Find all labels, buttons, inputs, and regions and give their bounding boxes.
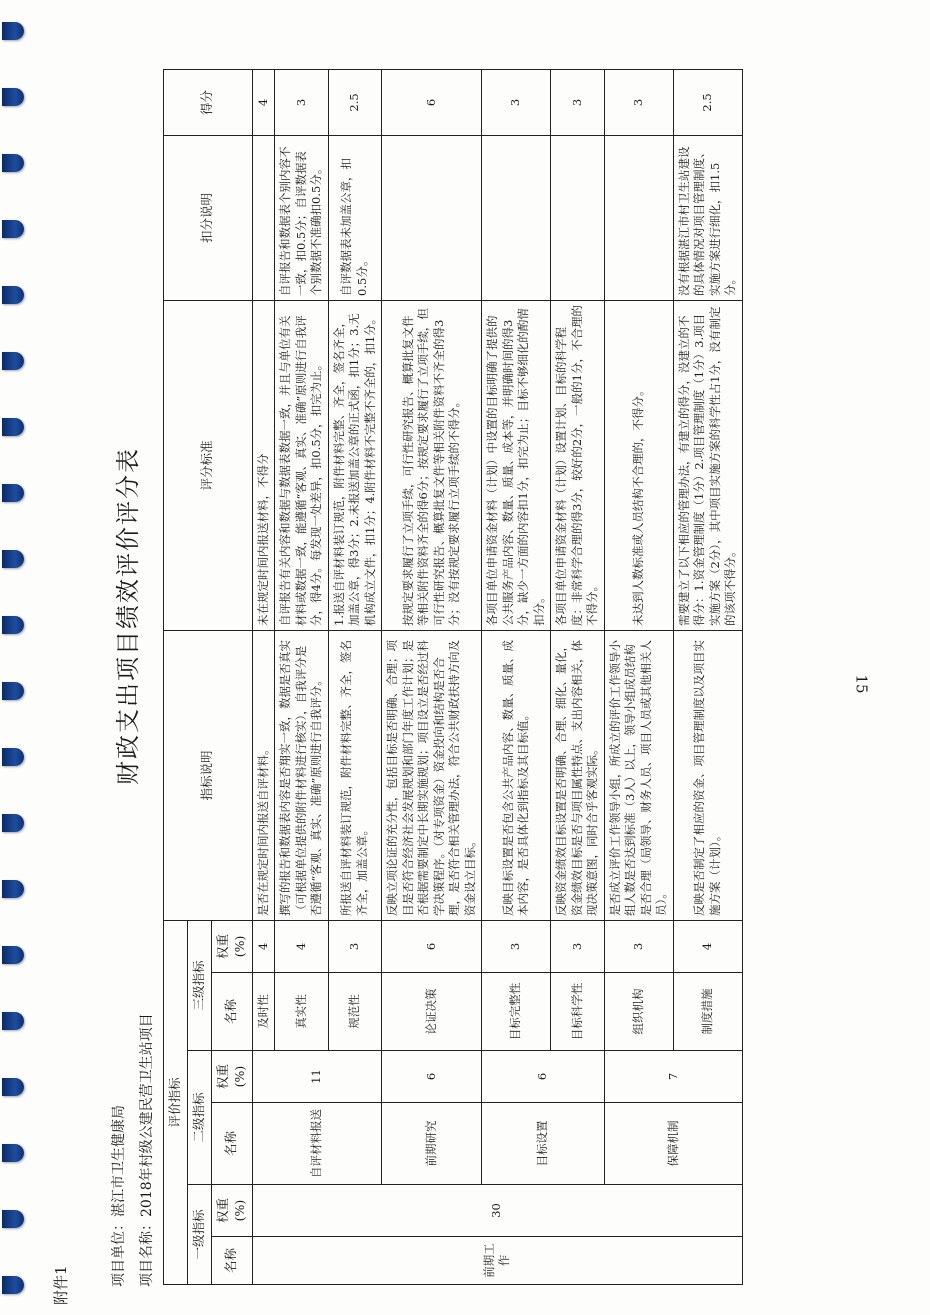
score: 3 bbox=[604, 69, 673, 135]
indicator-desc: 反映是否制定了相应的资金、项目管理制度以及项目实施方案（计划）。 bbox=[673, 630, 742, 920]
header-l3-weight: 权重(%) bbox=[211, 920, 252, 972]
level2-weight: 7 bbox=[604, 1051, 742, 1103]
table-row bbox=[604, 69, 673, 1284]
table-row bbox=[382, 69, 482, 1284]
criteria: 各项目单位申请资金材料（计划）设置计划、目标的科学程度：非常科学合理的得3分，较好的2分，一般的1分，不合理的不得分。 bbox=[551, 300, 605, 630]
header-eval-index: 评价指标 bbox=[164, 920, 188, 1284]
level3-name: 真实性 bbox=[275, 973, 329, 1051]
level3-weight: 3 bbox=[328, 920, 382, 972]
deduction bbox=[382, 135, 482, 300]
project-unit: 项目单位：湛江市卫生健康局 bbox=[111, 1105, 127, 1287]
header-l2-name: 名称 bbox=[211, 1103, 252, 1185]
deduction bbox=[482, 135, 551, 300]
level2-weight: 11 bbox=[252, 1051, 382, 1103]
deduction: 自评数据表未加盖公章，扣0.5分。 bbox=[328, 135, 382, 300]
header-level3: 三级指标 bbox=[187, 920, 211, 1050]
header-level2: 二级指标 bbox=[187, 1051, 211, 1185]
level3-name: 目标科学性 bbox=[551, 973, 605, 1051]
criteria: 未在规定时间内报送材料，不得分 bbox=[252, 300, 275, 630]
level3-name: 及时性 bbox=[252, 973, 275, 1051]
header-deduction: 扣分说明 bbox=[164, 135, 253, 300]
criteria: 需要建立了以下相应的管理办法，有建立的得分，没建立的不得分：1.资金管理制度（1分）2.项目管理制度（1分）3.项目实施方案（2分），其中项目实施方案的科学性占1分，没有制定的该项不得分。 bbox=[673, 300, 742, 630]
deduction: 自评报告和数据表个别内容不一致，扣0.5分；自评数据表个别数据不准确扣0.5分。 bbox=[275, 135, 329, 300]
page-title: 财政支出项目绩效评价评分表 bbox=[114, 447, 142, 785]
header-l2-weight: 权重(%) bbox=[211, 1051, 252, 1103]
header-l3-name: 名称 bbox=[211, 973, 252, 1051]
rotated-page bbox=[38, 65, 888, 1305]
deduction bbox=[252, 135, 275, 300]
level3-name: 组织机构 bbox=[604, 973, 673, 1051]
indicator-desc: 是否在规定时间内报送自评材料。 bbox=[252, 630, 275, 920]
level3-name: 目标完整性 bbox=[482, 973, 551, 1051]
score: 2.5 bbox=[673, 69, 742, 135]
indicator-desc: 反映目标设置是否包含公共产品内容、数量、质量、成本内容，是否具体化到指标及其目标值。 bbox=[482, 630, 551, 920]
indicator-desc: 撰写的报告和数据表内容是否翔实一致，数据是否真实（可根据单位提供的附件材料进行核实），自我评分是否遵循“客观、真实、准确”原则进行自我评分。 bbox=[275, 630, 329, 920]
level2-weight: 6 bbox=[482, 1051, 605, 1103]
score: 3 bbox=[275, 69, 329, 135]
level3-name: 规范性 bbox=[328, 973, 382, 1051]
page-number: 15 bbox=[852, 674, 871, 694]
indicator-desc: 反映立项论证的充分性，包括目标是否明确、合理；项目是否符合经济社会发展规划和部门年度工作计划；是否根据需要制定中长期实施规划；项目设立是否经过科学决策程序。（对专项资金）资金投向和结构是否合理，是否符合相关管理办法，符合公共财政扶持方向及资金设立目标。 bbox=[382, 630, 482, 920]
level2-weight: 6 bbox=[382, 1051, 482, 1103]
level3-name: 制度措施 bbox=[673, 973, 742, 1051]
level3-weight: 4 bbox=[673, 920, 742, 972]
score-table bbox=[163, 69, 743, 1285]
deduction bbox=[551, 135, 605, 300]
level2-name: 目标设置 bbox=[482, 1103, 605, 1185]
level3-weight: 3 bbox=[604, 920, 673, 972]
score: 3 bbox=[551, 69, 605, 135]
level2-name: 自评材料报送 bbox=[252, 1103, 382, 1185]
level3-name: 论证决策 bbox=[382, 973, 482, 1051]
score: 2.5 bbox=[328, 69, 382, 135]
criteria: 未达到人数标准或人员结构不合理的，不得分。 bbox=[604, 300, 673, 630]
table-row bbox=[252, 69, 275, 1284]
indicator-desc: 所报送自评材料装订规范，附件材料完整、齐全，签名齐全，加盖公章。 bbox=[328, 630, 382, 920]
level3-weight: 6 bbox=[382, 920, 482, 972]
score: 3 bbox=[482, 69, 551, 135]
deduction: 没有根据湛江市村卫生站建设的具体情况对项目管理制度、实施方案进行细化，扣1.5分。 bbox=[673, 135, 742, 300]
level2-name: 保障机制 bbox=[604, 1103, 742, 1185]
level1-weight: 30 bbox=[252, 1185, 742, 1237]
header-level1: 一级指标 bbox=[187, 1185, 211, 1285]
header-l1-weight: 权重(%) bbox=[211, 1185, 252, 1237]
score: 4 bbox=[252, 69, 275, 135]
deduction bbox=[604, 135, 673, 300]
indicator-desc: 反映资金绩效目标设置是否明确、合理、细化、量化，资金绩效目标是否与项目属性特点、支出内容相关，体现决策意图，同时合乎客观实际。 bbox=[551, 630, 605, 920]
header-indicator-desc: 指标说明 bbox=[164, 630, 253, 920]
level3-weight: 4 bbox=[275, 920, 329, 972]
level2-name: 前期研究 bbox=[382, 1103, 482, 1185]
table-row bbox=[482, 69, 551, 1284]
spiral-binding bbox=[0, 0, 28, 1315]
criteria: 自评报告有关内容和数据与数据表数据一致，并且与单位有关材料或数据一致，能遵循“客观、真实、准确”原则进行自我评分，得4分。每发现一处差异，扣0.5分，扣完为止。 bbox=[275, 300, 329, 630]
header-l1-name: 名称 bbox=[211, 1237, 252, 1285]
criteria: 1.报送自评材料装订规范，附件材料完整、齐全，签名齐全，加盖公章，得3分；2.未报送加盖公章的正式函，扣1分；3.无机构成立文件，扣1分；4.附件材料不完整不齐全的，扣1分。 bbox=[328, 300, 382, 630]
project-name: 项目名称：2018年村级公建民营卫生站项目 bbox=[139, 1013, 155, 1287]
level3-weight: 3 bbox=[551, 920, 605, 972]
attachment-label: 附件1 bbox=[52, 1265, 70, 1305]
header-score: 得分 bbox=[164, 69, 253, 135]
score: 6 bbox=[382, 69, 482, 135]
criteria: 各项目单位申请资金材料（计划）中设置的目标明确了提供的公共服务产品内容、数量、质量、成本等，并明确时间的得3分，缺少一方面的内容扣1分，扣完为止；目标不够细化的酌情扣分。 bbox=[482, 300, 551, 630]
level3-weight: 3 bbox=[482, 920, 551, 972]
level1-name: 前期工作 bbox=[252, 1237, 742, 1285]
header-criteria: 评分标准 bbox=[164, 300, 253, 630]
criteria: 按规定要求履行了立项手续，可行性研究报告、概算批复文件等相关附件资料齐全的得6分；按规定要求履行了立项手续，但可行性研究报告、概算批复文件等相关附件资料不齐全的得3分；没有按规定要求履行立项手续的不得分。 bbox=[382, 300, 482, 630]
indicator-desc: 是否成立评价工作领导小组，所成立的评价工作领导小组人数是否达到标准（3人）以上，领导小组成员结构是否合理（局领导、财务人员、项目人员或其他相关人员）。 bbox=[604, 630, 673, 920]
level3-weight: 4 bbox=[252, 920, 275, 972]
